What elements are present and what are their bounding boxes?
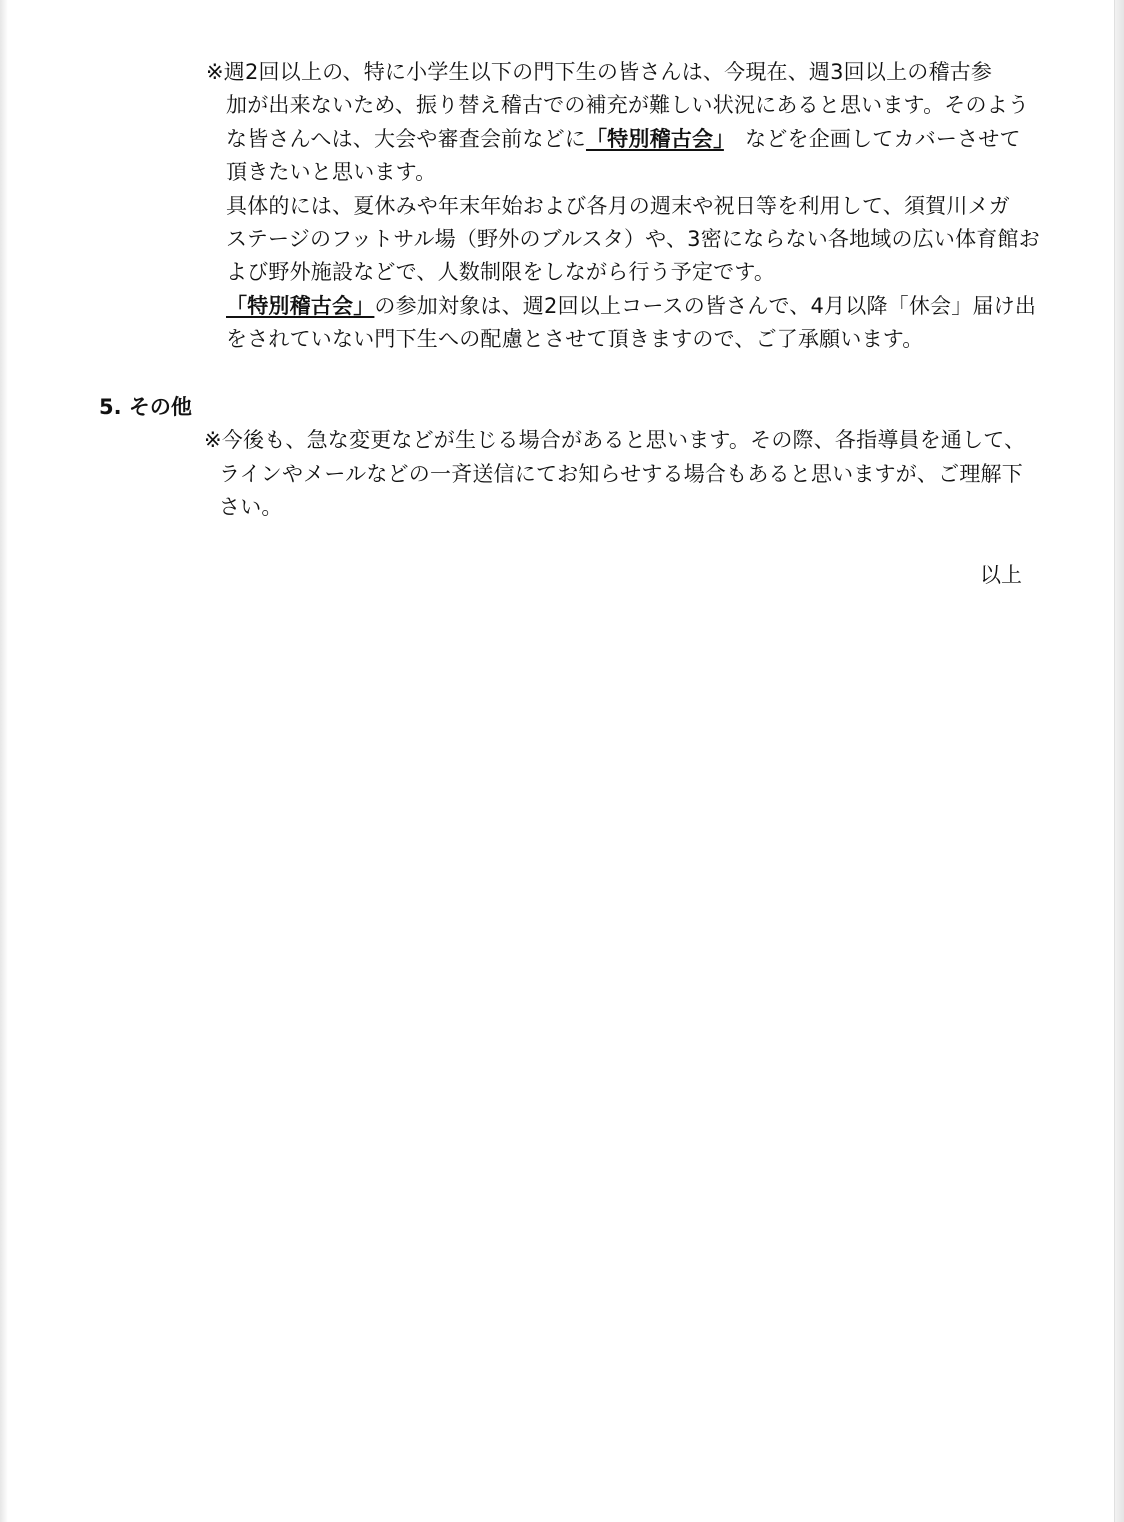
section-5-heading: 5. その他 (99, 395, 192, 419)
note-line-1: ※週2回以上の、特に小学生以下の門下生の皆さんは、今現在、週3回以上の稽古参 (206, 60, 993, 84)
note-line-2: 加が出来ないため、振り替え稽古での補充が難しい状況にあると思います。そのよう (226, 93, 1030, 117)
note-line-3-text-end: などを企画してカバーさせて (723, 127, 1021, 151)
viewer-right-edge (1114, 0, 1124, 1522)
note-line-6: ステージのフットサル場（野外のブルスタ）や、3密にならない各地域の広い体育館お (226, 227, 1040, 251)
note-line-3-text: な皆さんへは、大会や審査会前などに (226, 127, 586, 151)
special-training-emphasis-2: 「特別稽古会」 (226, 294, 375, 318)
other-line-1: ※今後も、急な変更などが生じる場合があると思います。その際、各指導員を通して、 (204, 428, 1026, 452)
closing-mark: 以上 (980, 563, 1022, 587)
note-line-4: 頂きたいと思います。 (226, 160, 437, 184)
note-line-8-text: の参加対象は、週2回以上コースの皆さんで、4月以降「休会」届け出 (374, 294, 1037, 318)
note-line-8 (226, 290, 1036, 323)
note-line-9: をされていない門下生への配慮とさせて頂きますので、ご了承願います。 (226, 327, 924, 351)
note-line-5: 具体的には、夏休みや年末年始および各月の週末や祝日等を利用して、須賀川メガ (226, 194, 1010, 218)
note-line-3 (226, 123, 1021, 156)
note-line-7: よび野外施設などで、人数制限をしながら行う予定です。 (226, 260, 776, 284)
viewer-left-edge (0, 0, 8, 1522)
other-line-2: ラインやメールなどの一斉送信にてお知らせする場合もあると思いますが、ご理解下 (219, 462, 1023, 486)
other-line-3: さい。 (219, 495, 283, 519)
document-page (8, 0, 1114, 1522)
special-training-emphasis: 「特別稽古会」 (585, 127, 724, 151)
